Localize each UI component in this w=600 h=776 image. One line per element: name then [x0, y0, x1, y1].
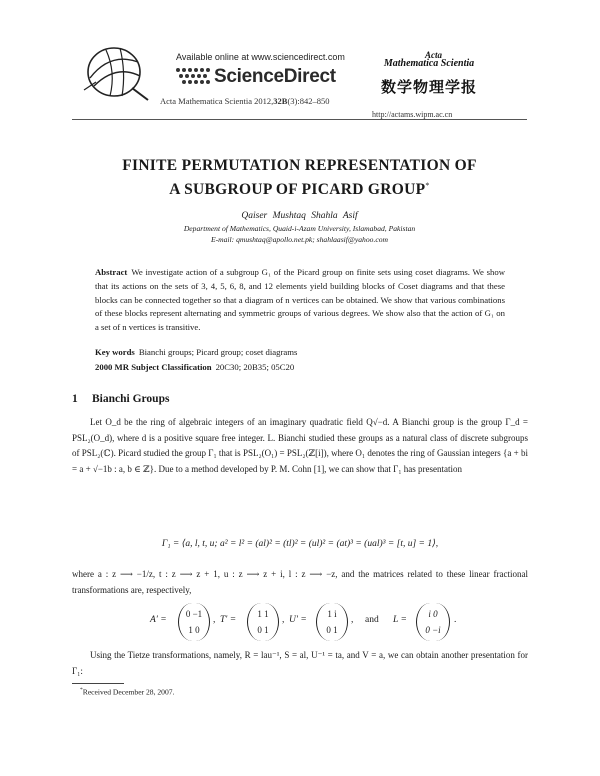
- abstract-text: We investigate action of a subgroup G₁ of the Picard group on finite sets using coset diagrams. We show that its actions on the sets of 3, 4, 5, 6, 8, and 12 elements yield building blocks of Coset diagrams and that these blocks can be connected together so that a diagram of n vertices can be obtained. We show that various combinations of these blocks represent alternating and symmetric groups of various degrees. We show also that the action of G₁ on a set of n vertices is transitive.: [95, 267, 505, 333]
- author-affiliation: [72, 223, 527, 245]
- presentation-equation: Γ₁ = ⟨a, l, t, u; a² = l² = (al)² = (tl)² = (ul)² = (at)³ = (ual)³ = [t, u] = 1⟩,: [161, 539, 439, 549]
- and-word: and: [365, 615, 379, 625]
- email-line: E-mail: qmushtaq@apollo.net.pk; shahlaasif@yahoo.com: [210, 235, 388, 244]
- acta-logo-top: Acta: [425, 50, 442, 60]
- body-paragraph-1: Let O_d be the ring of algebraic integers of an imaginary quadratic field Q√−d. A Bianchi group is the group Γ_d = PSL₂(O_d), where d is a positive square free integer. L. Bianchi studied these groups as a natural class of discrete subgroups of PSL₂(ℂ). Picard studied the group Γ₁ that is PSL₂(O₁) = PSL₂(ℤ[i]), where O₁ denotes the ring of Gaussian integers {a + bi = a + √−1b : a, b ∈ ℤ}. Due to a method developed by P. M. Cohn [1], we can show that Γ₁ has presentation: [72, 417, 528, 474]
- matrix-u-row-1: 1 i: [327, 609, 337, 619]
- matrix-a-label: A′ =: [150, 615, 167, 625]
- section-heading: [72, 393, 169, 405]
- department-line: Department of Mathematics, Quaid-i-Azam University, Islamabad, Pakistan: [183, 224, 416, 233]
- journal-url[interactable]: http://actams.wipm.ac.cn: [372, 110, 453, 119]
- journal-header: [0, 0, 600, 119]
- footnote-mark: *: [80, 687, 83, 693]
- matrix-a-comma: ,: [213, 615, 216, 625]
- msc-label: 2000 MR Subject Classification: [95, 362, 212, 372]
- available-online-text: Available online at www.sciencedirect.com: [176, 52, 345, 62]
- title-line-1: FINITE PERMUTATION REPRESENTATION OF: [122, 157, 477, 174]
- matrix-l-row-1: i 0: [428, 609, 438, 619]
- matrix-u-label: U′ =: [289, 615, 307, 625]
- journal-volume: 32B: [273, 96, 288, 106]
- section-number: 1: [72, 393, 78, 405]
- header-divider: [72, 119, 527, 120]
- matrix-u-row-2: 0 1: [326, 625, 338, 635]
- keywords-label: Key words: [95, 347, 135, 357]
- section-title: Bianchi Groups: [92, 393, 170, 405]
- journal-pages: (3):842–850: [287, 96, 330, 106]
- transformation-matrices: [150, 601, 480, 643]
- matrix-l: [416, 603, 450, 641]
- keywords-text: Bianchi groups; Picard group; coset diagrams: [138, 347, 298, 357]
- matrix-t-comma: ,: [282, 615, 285, 625]
- body-paragraph-2: where a : z ⟶ −1/z, t : z ⟶ z + 1, u : z ⟶ z + i, l : z ⟶ −z, and the matrices related to these linear fractional transformations are, respectively,: [72, 569, 528, 595]
- matrix-u-comma: ,: [351, 615, 354, 625]
- title-footnote-mark: *: [425, 181, 430, 190]
- matrix-u: [316, 603, 348, 641]
- footnote-text: Received December 28, 2007.: [82, 687, 175, 697]
- author-names: Qaiser Mushtaq Shahla Asif: [241, 211, 358, 221]
- matrix-l-label: L =: [393, 615, 407, 625]
- sciencedirect-wordmark: ScienceDirect: [214, 66, 336, 87]
- matrix-t-row-2: 0 1: [257, 625, 269, 635]
- abstract-block: [95, 266, 505, 335]
- abstract-label: Abstract: [95, 267, 128, 277]
- matrix-a: [178, 603, 210, 641]
- footnote-divider: [72, 683, 124, 684]
- body-paragraph-3: Using the Tietze transformations, namely, R = lau⁻¹, S = al, U⁻¹ = ta, and V = a, we can obtain another presentation for Γ₁:: [72, 650, 528, 676]
- keywords-line: [95, 347, 505, 357]
- matrix-t-row-1: 1 1: [257, 609, 269, 619]
- journal-citation: [160, 96, 330, 106]
- matrix-a-row-1: 0 −1: [185, 609, 203, 619]
- title-line-2: A SUBGROUP OF PICARD GROUP*: [169, 181, 430, 199]
- paper-title: [72, 156, 527, 200]
- matrix-t-label: T′ =: [220, 615, 237, 625]
- matrix-a-row-2: 1 0: [188, 625, 200, 635]
- matrix-t: [247, 603, 279, 641]
- acta-logo-script-text: Mathematica Scientia: [383, 58, 475, 69]
- acta-logo-script: [375, 50, 483, 69]
- elsevier-tree-logo: [80, 42, 152, 104]
- acta-logo-chinese: 数学物理学报: [381, 78, 478, 96]
- msc-text: 20C30; 20B35; 05C20: [215, 362, 295, 372]
- sciencedirect-brand: [172, 62, 336, 92]
- footnote: [80, 687, 174, 697]
- sciencedirect-dots-icon: [172, 64, 214, 90]
- journal-name: Acta Mathematica Scientia 2012,: [160, 96, 274, 106]
- msc-line: [95, 362, 505, 372]
- matrix-l-row-2: 0 −i: [425, 625, 441, 635]
- acta-mathematica-logo: [375, 52, 483, 104]
- matrix-l-period: .: [454, 615, 457, 625]
